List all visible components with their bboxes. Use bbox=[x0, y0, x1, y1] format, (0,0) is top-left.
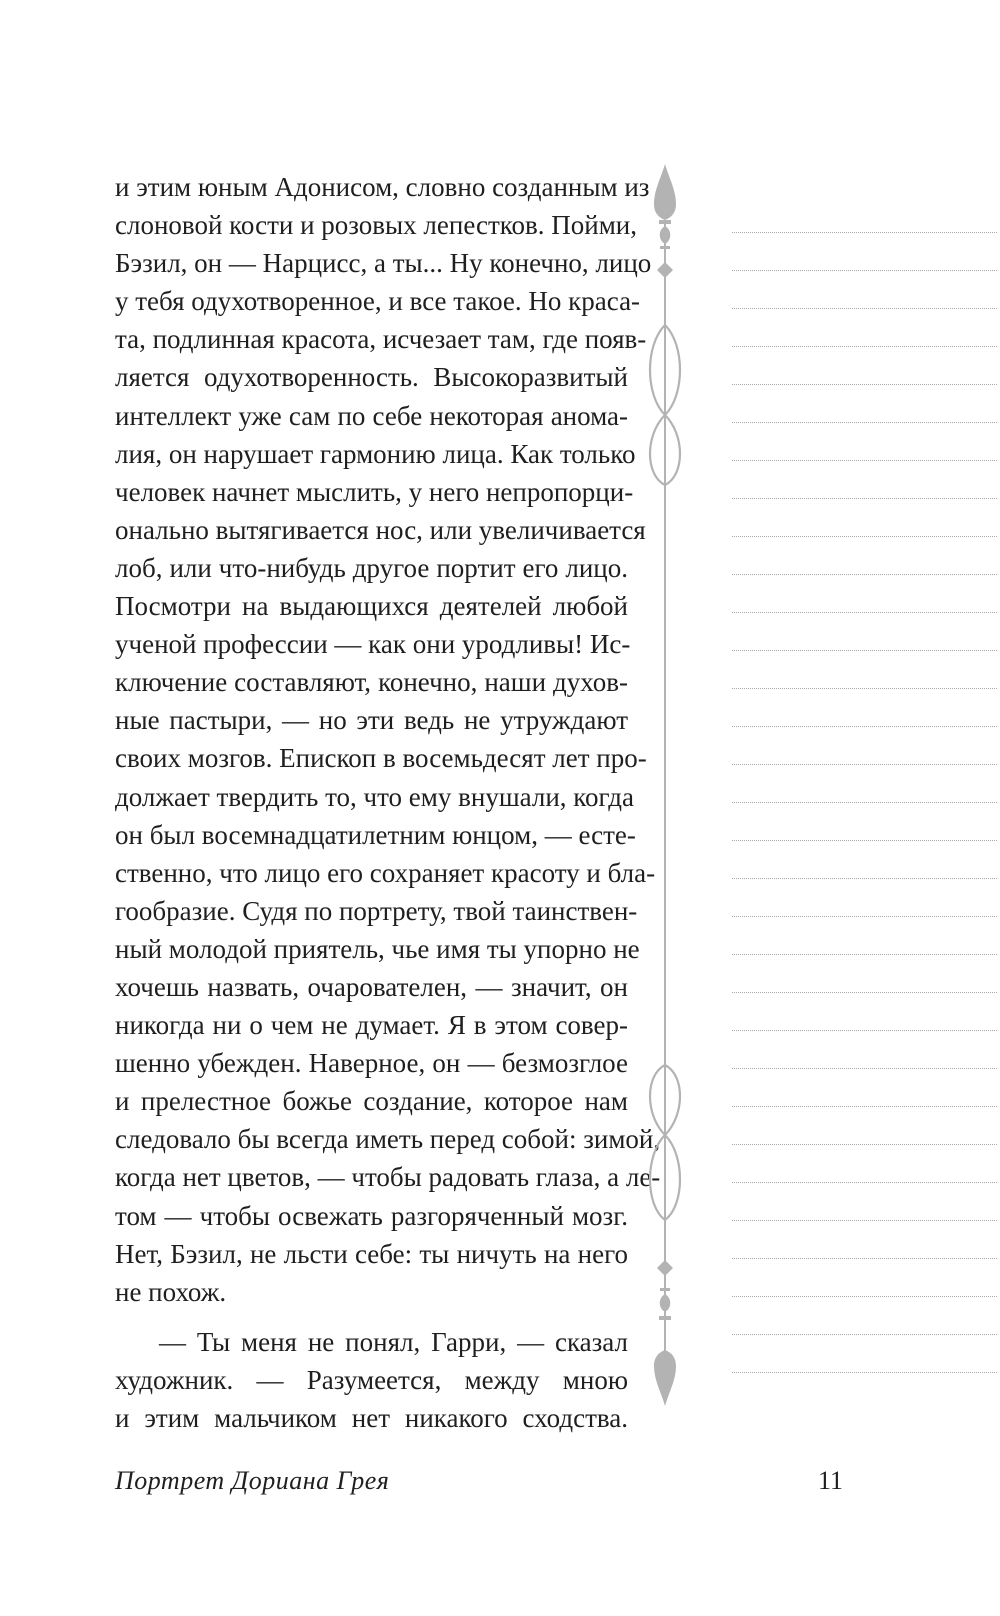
note-line bbox=[732, 1031, 997, 1069]
text-line: интеллект уже сам по себе некоторая анома- bbox=[115, 400, 628, 431]
text-line: он был восемнадцатилетним юнцом, — есте- bbox=[115, 819, 636, 850]
paragraph-1 bbox=[115, 168, 661, 1311]
note-line bbox=[732, 803, 997, 841]
note-line bbox=[732, 537, 997, 575]
text-line: и прелестное божье создание, которое нам bbox=[115, 1086, 628, 1117]
text-line: лия, он нарушает гармонию лица. Как только bbox=[115, 438, 636, 469]
text-line: должает твердить то, что ему внушали, когда bbox=[115, 781, 634, 812]
text-line: шенно убежден. Наверное, он — безмозглое bbox=[115, 1048, 628, 1079]
text-line: у тебя одухотворенное, и все такое. Но краса- bbox=[115, 286, 641, 317]
note-line bbox=[732, 1335, 997, 1373]
note-line bbox=[732, 651, 997, 689]
main-text bbox=[115, 168, 661, 1437]
note-line bbox=[732, 841, 997, 879]
page-number: 11 bbox=[818, 1466, 844, 1495]
note-line bbox=[732, 993, 997, 1031]
text-line: хочешь назвать, очарователен, — значит, он bbox=[115, 971, 628, 1002]
text-line: и этим юным Адонисом, словно созданным из bbox=[115, 172, 650, 202]
note-line bbox=[732, 195, 997, 233]
text-line: Нет, Бэзил, не льсти себе: ты ничуть на него bbox=[115, 1238, 628, 1269]
text-line: никогда ни о чем не думает. Я в этом совер- bbox=[115, 1010, 628, 1041]
note-line bbox=[732, 917, 997, 955]
footer-book-title: Портрет Дориана Грея bbox=[115, 1466, 390, 1495]
text-line: ные пастыри, — но эти ведь не утруждают bbox=[115, 705, 628, 736]
text-line: ляется одухотворенность. Высокоразвитый bbox=[115, 362, 628, 393]
note-line bbox=[732, 1297, 997, 1335]
note-line bbox=[732, 1183, 997, 1221]
paragraph-2 bbox=[115, 1323, 628, 1437]
note-line bbox=[732, 689, 997, 727]
note-line bbox=[732, 1107, 997, 1145]
text-line: ственно, что лицо его сохраняет красоту и бла- bbox=[115, 857, 656, 888]
note-line bbox=[732, 955, 997, 993]
note-line bbox=[732, 1221, 997, 1259]
text-line: ученой профессии — как они уродливы! Ис- bbox=[115, 629, 631, 660]
text-line: Посмотри на выдающихся деятелей любой bbox=[115, 591, 628, 622]
text-line: и этим мальчиком нет никакого сходства. bbox=[115, 1403, 628, 1433]
note-line bbox=[732, 461, 997, 499]
note-line bbox=[732, 1145, 997, 1183]
text-line: человек начнет мыслить, у него непропорци- bbox=[115, 476, 634, 507]
text-line: своих мозгов. Епископ в восемьдесят лет про- bbox=[115, 743, 647, 774]
note-line bbox=[732, 271, 997, 309]
text-line: когда нет цветов, — чтобы радовать глаза, а ле- bbox=[115, 1162, 661, 1193]
text-line: слоновой кости и розовых лепестков. Пойми, bbox=[115, 210, 637, 241]
note-line bbox=[732, 575, 997, 613]
note-line bbox=[732, 1259, 997, 1297]
text-line: та, подлинная красота, исчезает там, где появ- bbox=[115, 324, 647, 355]
ornamental-divider-icon bbox=[640, 160, 690, 1410]
text-line: гообразие. Судя по портрету, твой таинствен- bbox=[115, 895, 638, 926]
text-line: — Ты меня не понял, Гарри, — сказал bbox=[159, 1326, 628, 1357]
note-line bbox=[732, 347, 997, 385]
note-line bbox=[732, 385, 997, 423]
notes-lines bbox=[732, 195, 997, 1373]
text-line: Бэзил, он — Нарцисс, а ты... Ну конечно, лицо bbox=[115, 248, 652, 279]
text-line: том — чтобы освежать разгоряченный мозг. bbox=[115, 1200, 628, 1231]
note-line bbox=[732, 309, 997, 347]
note-line bbox=[732, 879, 997, 917]
text-line: лоб, или что-нибудь другое портит его лицо. bbox=[115, 552, 628, 583]
text-line: онально вытягивается нос, или увеличивается bbox=[115, 514, 646, 545]
note-line bbox=[732, 613, 997, 651]
text-line: ключение составляют, конечно, наши духов- bbox=[115, 667, 628, 698]
note-line bbox=[732, 499, 997, 537]
note-line bbox=[732, 423, 997, 461]
text-line: художник. — Разумеется, между мною bbox=[115, 1364, 628, 1395]
note-line bbox=[732, 765, 997, 803]
text-line: следовало бы всегда иметь перед собой: зимой, bbox=[115, 1124, 661, 1155]
text-line: ный молодой приятель, чье имя ты упорно не bbox=[115, 933, 640, 964]
note-line bbox=[732, 1069, 997, 1107]
paragraph-gap bbox=[115, 1311, 628, 1323]
note-line bbox=[732, 727, 997, 765]
text-line: не похож. bbox=[115, 1276, 227, 1307]
note-line bbox=[732, 233, 997, 271]
